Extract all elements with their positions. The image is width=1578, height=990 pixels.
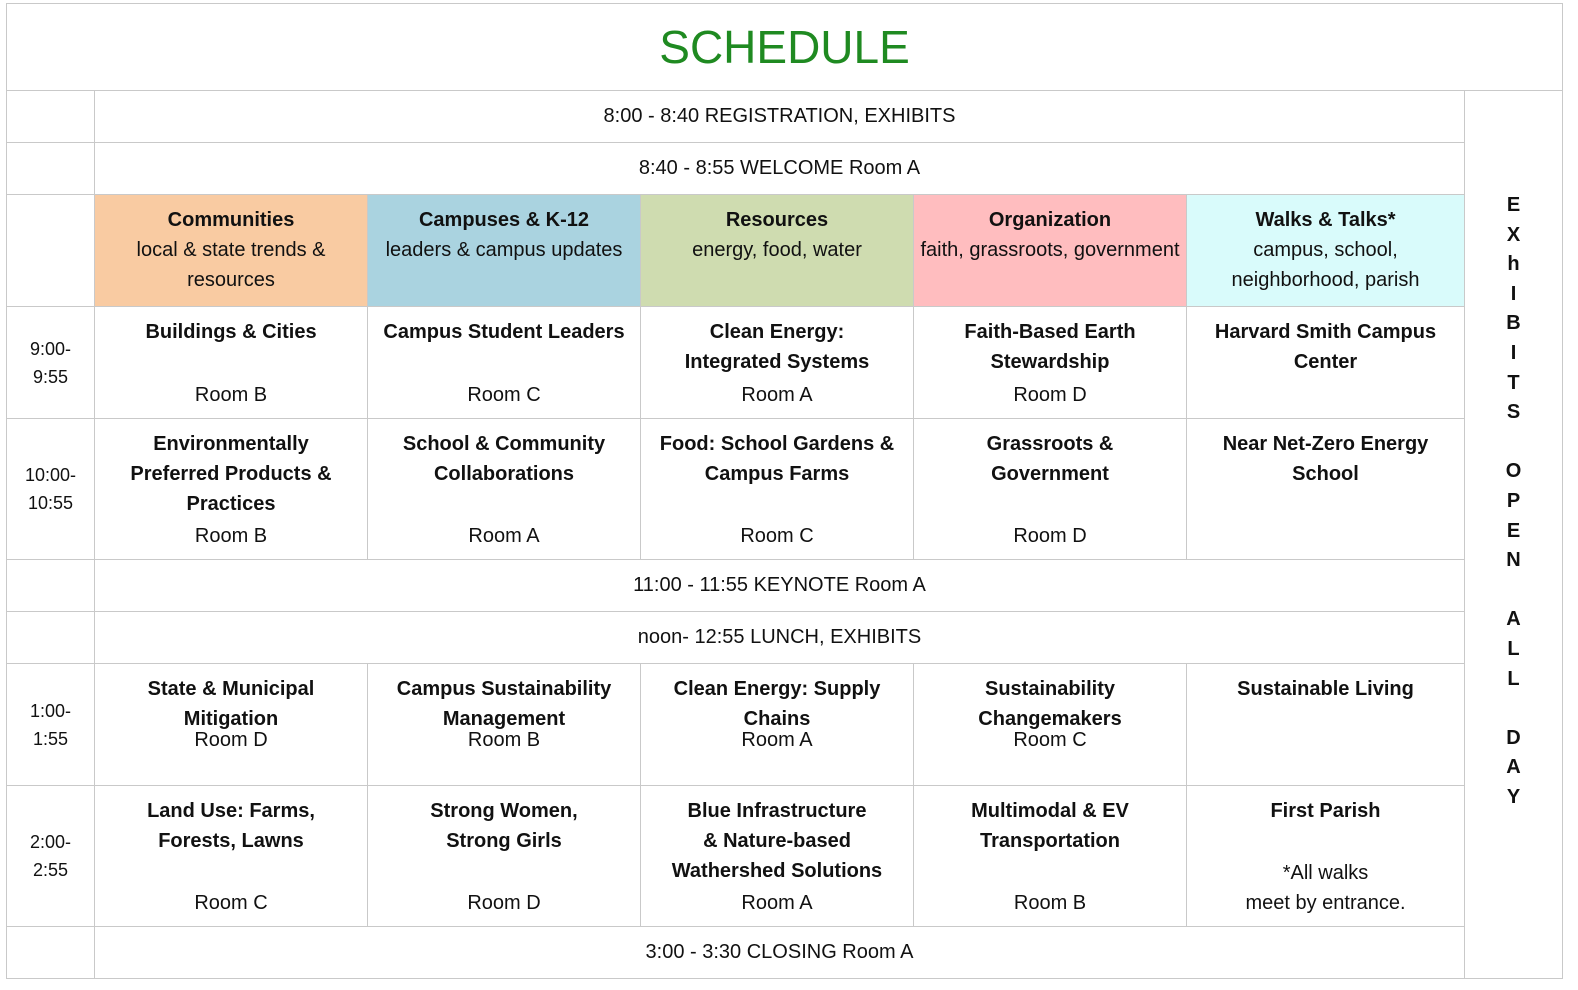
welcome-band: 8:40 - 8:55 WELCOME Room A <box>95 143 1465 195</box>
track-subtitle: local & state trends & resources <box>136 239 326 291</box>
session-cell <box>368 786 641 927</box>
session-room: Room A <box>741 384 813 406</box>
session-room: Room C <box>740 525 814 547</box>
track-title: Communities <box>167 209 295 231</box>
track-subtitle: faith, grassroots, government <box>920 239 1180 261</box>
session-row <box>7 419 1563 560</box>
time-slot-label <box>7 786 95 927</box>
session-cell <box>368 419 641 560</box>
time-text: 10:00- 10:55 <box>24 465 77 513</box>
session-title: Campus Sustainability Management <box>396 678 612 730</box>
time-cell-empty <box>7 612 95 664</box>
session-cell <box>914 419 1187 560</box>
lunch-band: noon- 12:55 LUNCH, EXHIBITS <box>95 612 1465 664</box>
session-row <box>7 307 1563 419</box>
time-slot-label <box>7 664 95 786</box>
registration-band: 8:00 - 8:40 REGISTRATION, EXHIBITS <box>95 91 1465 143</box>
session-title: Campus Student Leaders <box>383 321 625 343</box>
session-title: Harvard Smith Campus Center <box>1214 321 1437 373</box>
track-header-communities <box>95 195 368 307</box>
session-row <box>7 786 1563 927</box>
session-title: School & Community Collaborations <box>402 433 606 485</box>
time-text: 1:00- 1:55 <box>29 700 72 749</box>
session-title: Sustainability Changemakers <box>978 678 1122 730</box>
session-cell <box>1187 307 1465 419</box>
session-cell <box>368 664 641 786</box>
time-slot-label <box>7 419 95 560</box>
track-subtitle: campus, school, neighborhood, parish <box>1231 239 1420 291</box>
session-cell <box>368 307 641 419</box>
session-cell <box>1187 786 1465 927</box>
session-cell <box>641 307 914 419</box>
session-cell <box>641 419 914 560</box>
track-header-row <box>7 195 1563 307</box>
session-room: *All walks meet by entrance. <box>1245 862 1406 914</box>
track-title: Walks & Talks* <box>1255 209 1396 231</box>
time-cell-empty <box>7 143 95 195</box>
session-cell <box>914 786 1187 927</box>
session-title: Buildings & Cities <box>145 321 317 343</box>
session-room: Room B <box>194 384 268 406</box>
session-cell <box>95 664 368 786</box>
session-row <box>7 664 1563 786</box>
session-cell <box>914 664 1187 786</box>
session-title: Faith-Based Earth Stewardship <box>964 321 1136 373</box>
track-title: Campuses & K-12 <box>418 209 590 231</box>
session-room: Room A <box>741 729 813 751</box>
session-room: Room C <box>194 892 268 914</box>
session-room: Room D <box>194 729 268 751</box>
session-room: Room C <box>1013 729 1087 751</box>
time-cell-empty <box>7 91 95 143</box>
session-cell <box>95 419 368 560</box>
track-title: Resources <box>725 209 829 231</box>
schedule-table <box>6 3 1563 979</box>
session-room: Room D <box>1013 525 1087 547</box>
time-slot-label <box>7 307 95 419</box>
track-header-campuses <box>368 195 641 307</box>
session-cell <box>95 786 368 927</box>
time-text: 9:00- 9:55 <box>29 338 72 387</box>
track-header-resources <box>641 195 914 307</box>
session-cell <box>914 307 1187 419</box>
session-title: Multimodal & EV Transportation <box>971 800 1129 852</box>
session-room: Room B <box>1013 892 1087 914</box>
session-room: Room B <box>194 525 268 547</box>
track-subtitle: energy, food, water <box>692 239 862 261</box>
session-title: Clean Energy: Integrated Systems <box>684 321 870 373</box>
session-room: Room A <box>468 525 540 547</box>
time-text: 2:00- 2:55 <box>29 832 72 880</box>
session-title: Strong Women, Strong Girls <box>430 800 578 852</box>
session-cell <box>95 307 368 419</box>
time-cell-empty <box>7 927 95 979</box>
session-room: Room C <box>467 384 541 406</box>
schedule-title: SCHEDULE <box>7 4 1563 91</box>
time-cell-empty <box>7 195 95 307</box>
session-room: Room D <box>1013 384 1087 406</box>
session-title: Sustainable Living <box>1237 678 1414 700</box>
session-title: Blue Infrastructure & Nature-based Wathershed Solutions <box>671 800 883 882</box>
session-title: Near Net-Zero Energy School <box>1222 433 1429 485</box>
keynote-band: 11:00 - 11:55 KEYNOTE Room A <box>95 560 1465 612</box>
session-title: First Parish <box>1270 800 1381 822</box>
session-title: Grassroots & Government <box>986 433 1114 485</box>
track-header-organization <box>914 195 1187 307</box>
time-cell-empty <box>7 560 95 612</box>
track-title: Organization <box>988 209 1112 231</box>
closing-band: 3:00 - 3:30 CLOSING Room A <box>95 927 1465 979</box>
track-header-walks-talks <box>1187 195 1465 307</box>
session-room: Room B <box>467 729 541 751</box>
track-subtitle: leaders & campus updates <box>385 239 623 261</box>
session-cell <box>1187 419 1465 560</box>
session-title: Land Use: Farms, Forests, Lawns <box>147 800 315 852</box>
session-title: Food: School Gardens & Campus Farms <box>659 433 895 485</box>
session-room: Room A <box>741 892 813 914</box>
session-title: State & Municipal Mitigation <box>147 678 315 730</box>
session-title: Environmentally Preferred Products & Practices <box>130 433 332 515</box>
session-cell <box>1187 664 1465 786</box>
session-title: Clean Energy: Supply Chains <box>673 678 881 730</box>
session-cell <box>641 664 914 786</box>
session-room: Room D <box>467 892 541 914</box>
exhibits-open-all-day-label: E X h I B I T S O P E N A L L D A Y <box>1465 91 1563 979</box>
session-cell <box>641 786 914 927</box>
